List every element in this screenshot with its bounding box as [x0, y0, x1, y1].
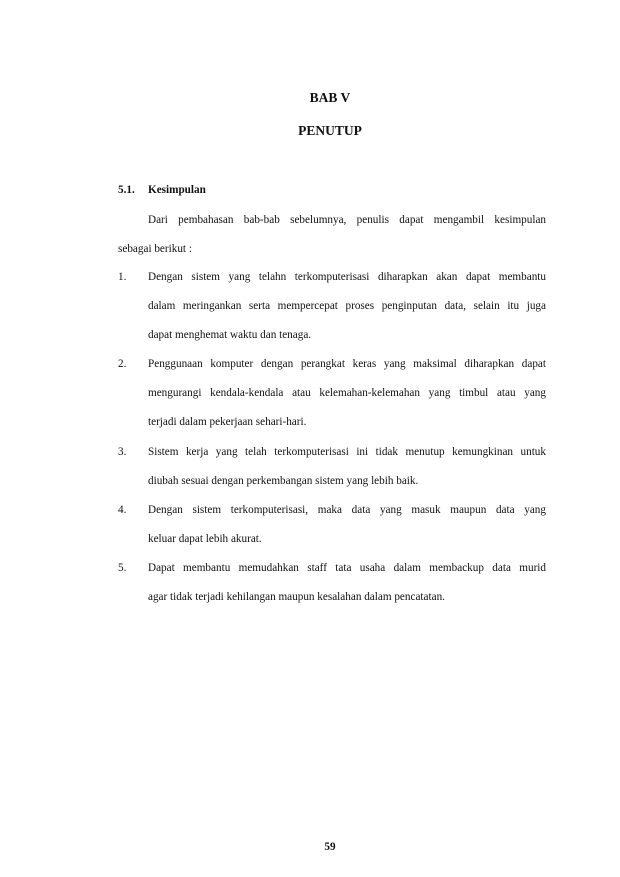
list-item-line: dalam meringankan serta mempercepat proses penginputan data, selain itu juga: [148, 300, 546, 312]
section-number: 5.1.: [118, 184, 135, 196]
list-item-number: 5.: [118, 562, 127, 574]
chapter-title: BAB V: [309, 90, 351, 105]
page-number: 59: [324, 841, 336, 853]
list-item-line: agar tidak terjadi kehilangan maupun kesalahan dalam pencatatan.: [148, 591, 445, 603]
list-item-number: 1.: [118, 271, 127, 283]
list-item-line: Dapat membantu memudahkan staff tata usaha dalam membackup data murid: [148, 562, 546, 574]
list-item-line: terjadi dalam pekerjaan sehari-hari.: [148, 416, 307, 428]
chapter-subtitle: PENUTUP: [298, 123, 362, 138]
list-item-line: dapat menghemat waktu dan tenaga.: [148, 329, 312, 341]
list-item-line: Sistem kerja yang telah terkomputerisasi ini tidak menutup kemungkinan untuk: [148, 446, 546, 458]
section-title: Kesimpulan: [148, 184, 206, 196]
list-item-line: keluar dapat lebih akurat.: [148, 533, 262, 545]
list-item-number: 3.: [118, 446, 127, 458]
list-item-line: Dengan sistem terkomputerisasi, maka data yang masuk maupun data yang: [148, 504, 546, 516]
list-item-line: Penggunaan komputer dengan perangkat keras yang maksimal diharapkan dapat: [148, 358, 546, 370]
intro-line-2: sebagai berikut :: [118, 243, 192, 255]
list-item-number: 4.: [118, 504, 127, 516]
list-item-line: Dengan sistem yang telahn terkomputerisasi diharapkan akan dapat membantu: [148, 271, 546, 283]
intro-line-1: Dari pembahasan bab-bab sebelumnya, penulis dapat mengambil kesimpulan: [148, 214, 546, 226]
list-item-line: mengurangi kendala-kendala atau kelemahan-kelemahan yang timbul atau yang: [148, 387, 546, 399]
list-item-line: diubah sesuai dengan perkembangan sistem yang lebih baik.: [148, 475, 419, 487]
list-item-number: 2.: [118, 358, 127, 370]
